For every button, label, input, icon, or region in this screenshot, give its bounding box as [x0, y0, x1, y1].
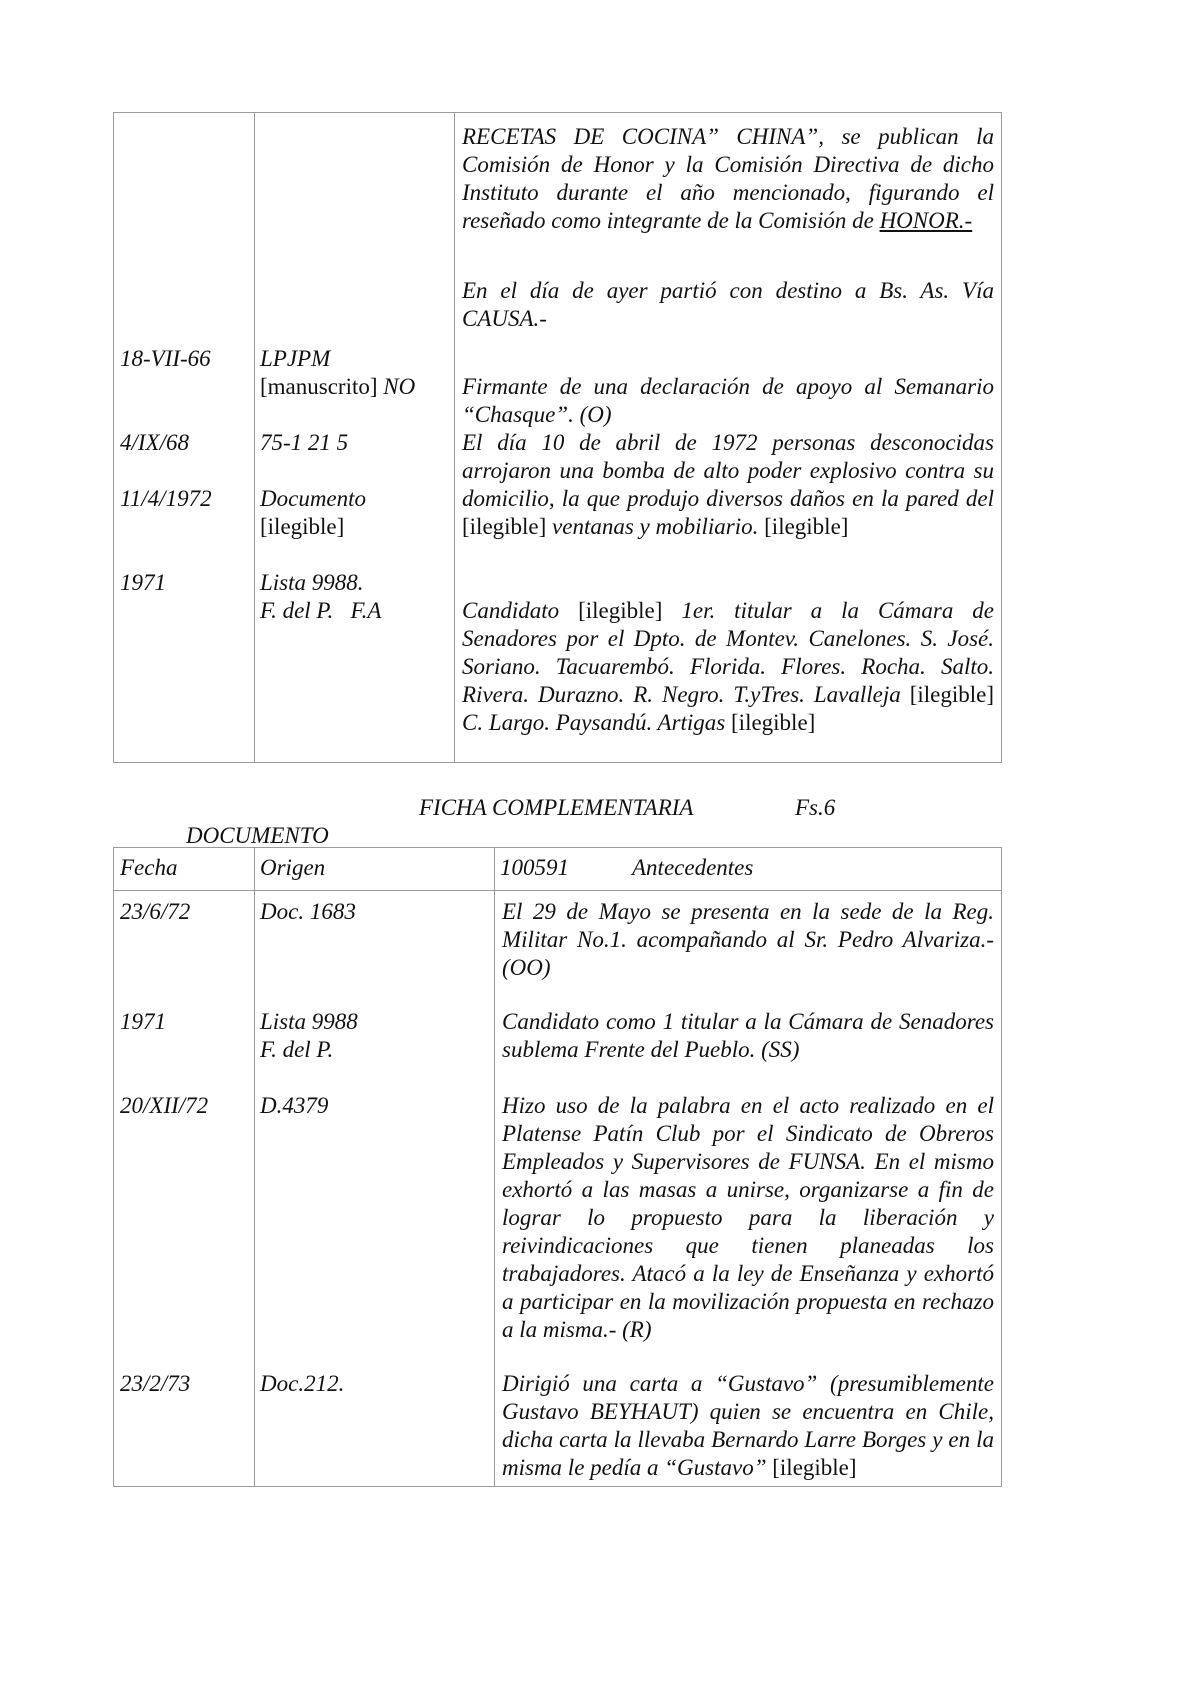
entry-date: 4/IX/68: [120, 430, 189, 455]
origin-code: LPJPM: [260, 346, 331, 371]
form-title: FICHA COMPLEMENTARIA: [419, 795, 694, 820]
column-header-antecedents: Antecedentes: [632, 855, 754, 880]
entry-text: Candidato como 1 titular a la Cámara de Senadores sublema Frente del Pueblo. (SS): [502, 1009, 994, 1062]
entry-text: [462, 277, 994, 333]
entry-text-main: Dirigió una carta a “Gustavo” (presumiblemente Gustavo BEYHAUT) quien se encuentra en Chile, dicha carta la llevaba Bernardo Larre Borges y en la misma le pedía a “Gustavo”: [502, 1371, 994, 1480]
form-subtitle: DOCUMENTO: [186, 823, 329, 848]
origin-list: Lista 9988.: [260, 570, 364, 595]
entry-text-main: El día 10 de abril de 1972 personas desconocidas arrojaron una bomba de alto poder explosivo contra su domicilio, la que produjo diversos daños en la pared del: [462, 430, 994, 511]
entry-origin: [260, 345, 450, 401]
entry-date: 1971: [120, 1009, 166, 1034]
editorial-note: [ilegible]: [772, 1455, 857, 1480]
entry-origin: [260, 1008, 358, 1064]
column-divider: [254, 848, 255, 1486]
entry-text-main: En el día de ayer partió con destino a Bs. As. Vía CAUSA.-: [462, 278, 994, 331]
entry-origin: [260, 485, 450, 541]
entry-date: 23/6/72: [120, 899, 191, 924]
records-table-continued: [113, 112, 1002, 763]
editorial-note: [ilegible]: [260, 514, 345, 539]
entry-text-underlined: HONOR.-: [879, 208, 973, 233]
entry-text-main: RECETAS DE COCINA” CHINA”, se publican la Comisión de Honor y la Comisión Directiva de dicho Instituto durante el año mencionado, figurando el reseñado como integrante de la Comisión de: [462, 124, 994, 233]
origin-party: F. del P. F.A: [260, 598, 382, 623]
entry-text-main: Candidato: [462, 598, 560, 623]
origin-mark: NO: [383, 374, 416, 399]
entry-date: 1971: [120, 570, 166, 595]
entry-origin: 75-1 21 5: [260, 430, 349, 455]
entry-text-main: C. Largo. Paysandú. Artigas: [462, 710, 726, 735]
column-divider: [254, 113, 255, 762]
editorial-note: [ilegible]: [731, 710, 816, 735]
entry-text-main: ventanas y mobiliario.: [552, 514, 759, 539]
origin-list: Lista 9988: [260, 1009, 358, 1034]
records-table: [113, 847, 1002, 1487]
entry-text: [462, 123, 994, 235]
entry-text-main: 1er. titular a la Cámara de Senadores por el Dpto. de Montev. Canelones. S. José. Soriano. Tacuarembó. Florida. Flores. Rocha. Salto. Rivera. Durazno. R. Negro. T.yTres. Lavalleja: [462, 598, 995, 707]
entry-date: 20/XII/72: [120, 1093, 209, 1118]
entry-origin: D.4379: [260, 1093, 329, 1118]
column-header-origin: Origen: [260, 855, 326, 880]
entry-date: 18-VII-66: [120, 346, 211, 371]
column-header-date: Fecha: [120, 855, 178, 880]
entry-text: El 29 de Mayo se presenta en la sede de la Reg. Militar No.1. acompañando al Sr. Pedro Alvariza.- (OO): [502, 899, 994, 980]
origin-type: Documento: [260, 486, 367, 511]
entry-text: [462, 373, 994, 429]
entry-date: 23/2/73: [120, 1371, 191, 1396]
editorial-note: [manuscrito]: [260, 374, 378, 399]
entry-origin: Doc.212.: [260, 1371, 345, 1396]
entry-date: 11/4/1972: [120, 486, 212, 511]
entry-text: [502, 1370, 994, 1482]
column-divider: [494, 848, 495, 1486]
origin-party: F. del P.: [260, 1037, 334, 1062]
entry-origin: [260, 569, 450, 625]
entry-text: [462, 429, 994, 541]
header-divider: [114, 890, 1001, 891]
entry-text-main: Firmante de una declaración de apoyo al Semanario “Chasque”. (O): [462, 374, 994, 427]
entry-origin: Doc. 1683: [260, 899, 356, 924]
folio-number: Fs.6: [795, 795, 836, 820]
column-divider: [454, 113, 455, 762]
record-number: 100591: [500, 855, 569, 880]
editorial-note: [ilegible]: [909, 682, 995, 707]
entry-text: [462, 597, 994, 737]
editorial-note: [ilegible]: [462, 514, 547, 539]
editorial-note: [ilegible]: [764, 514, 849, 539]
editorial-note: [ilegible]: [578, 598, 663, 623]
entry-text: Hizo uso de la palabra en el acto realizado en el Platense Patín Club por el Sindicato de Obreros Empleados y Supervisores de FUNSA. En el mismo exhortó a las masas a unirse, organizarse a fin de lograr lo propuesto para la liberación y reivindicaciones que tienen planeadas los trabajadores. Atacó a la ley de Enseñanza y exhortó a participar en la movilización propuesta en rechazo a la misma.- (R): [502, 1093, 994, 1342]
